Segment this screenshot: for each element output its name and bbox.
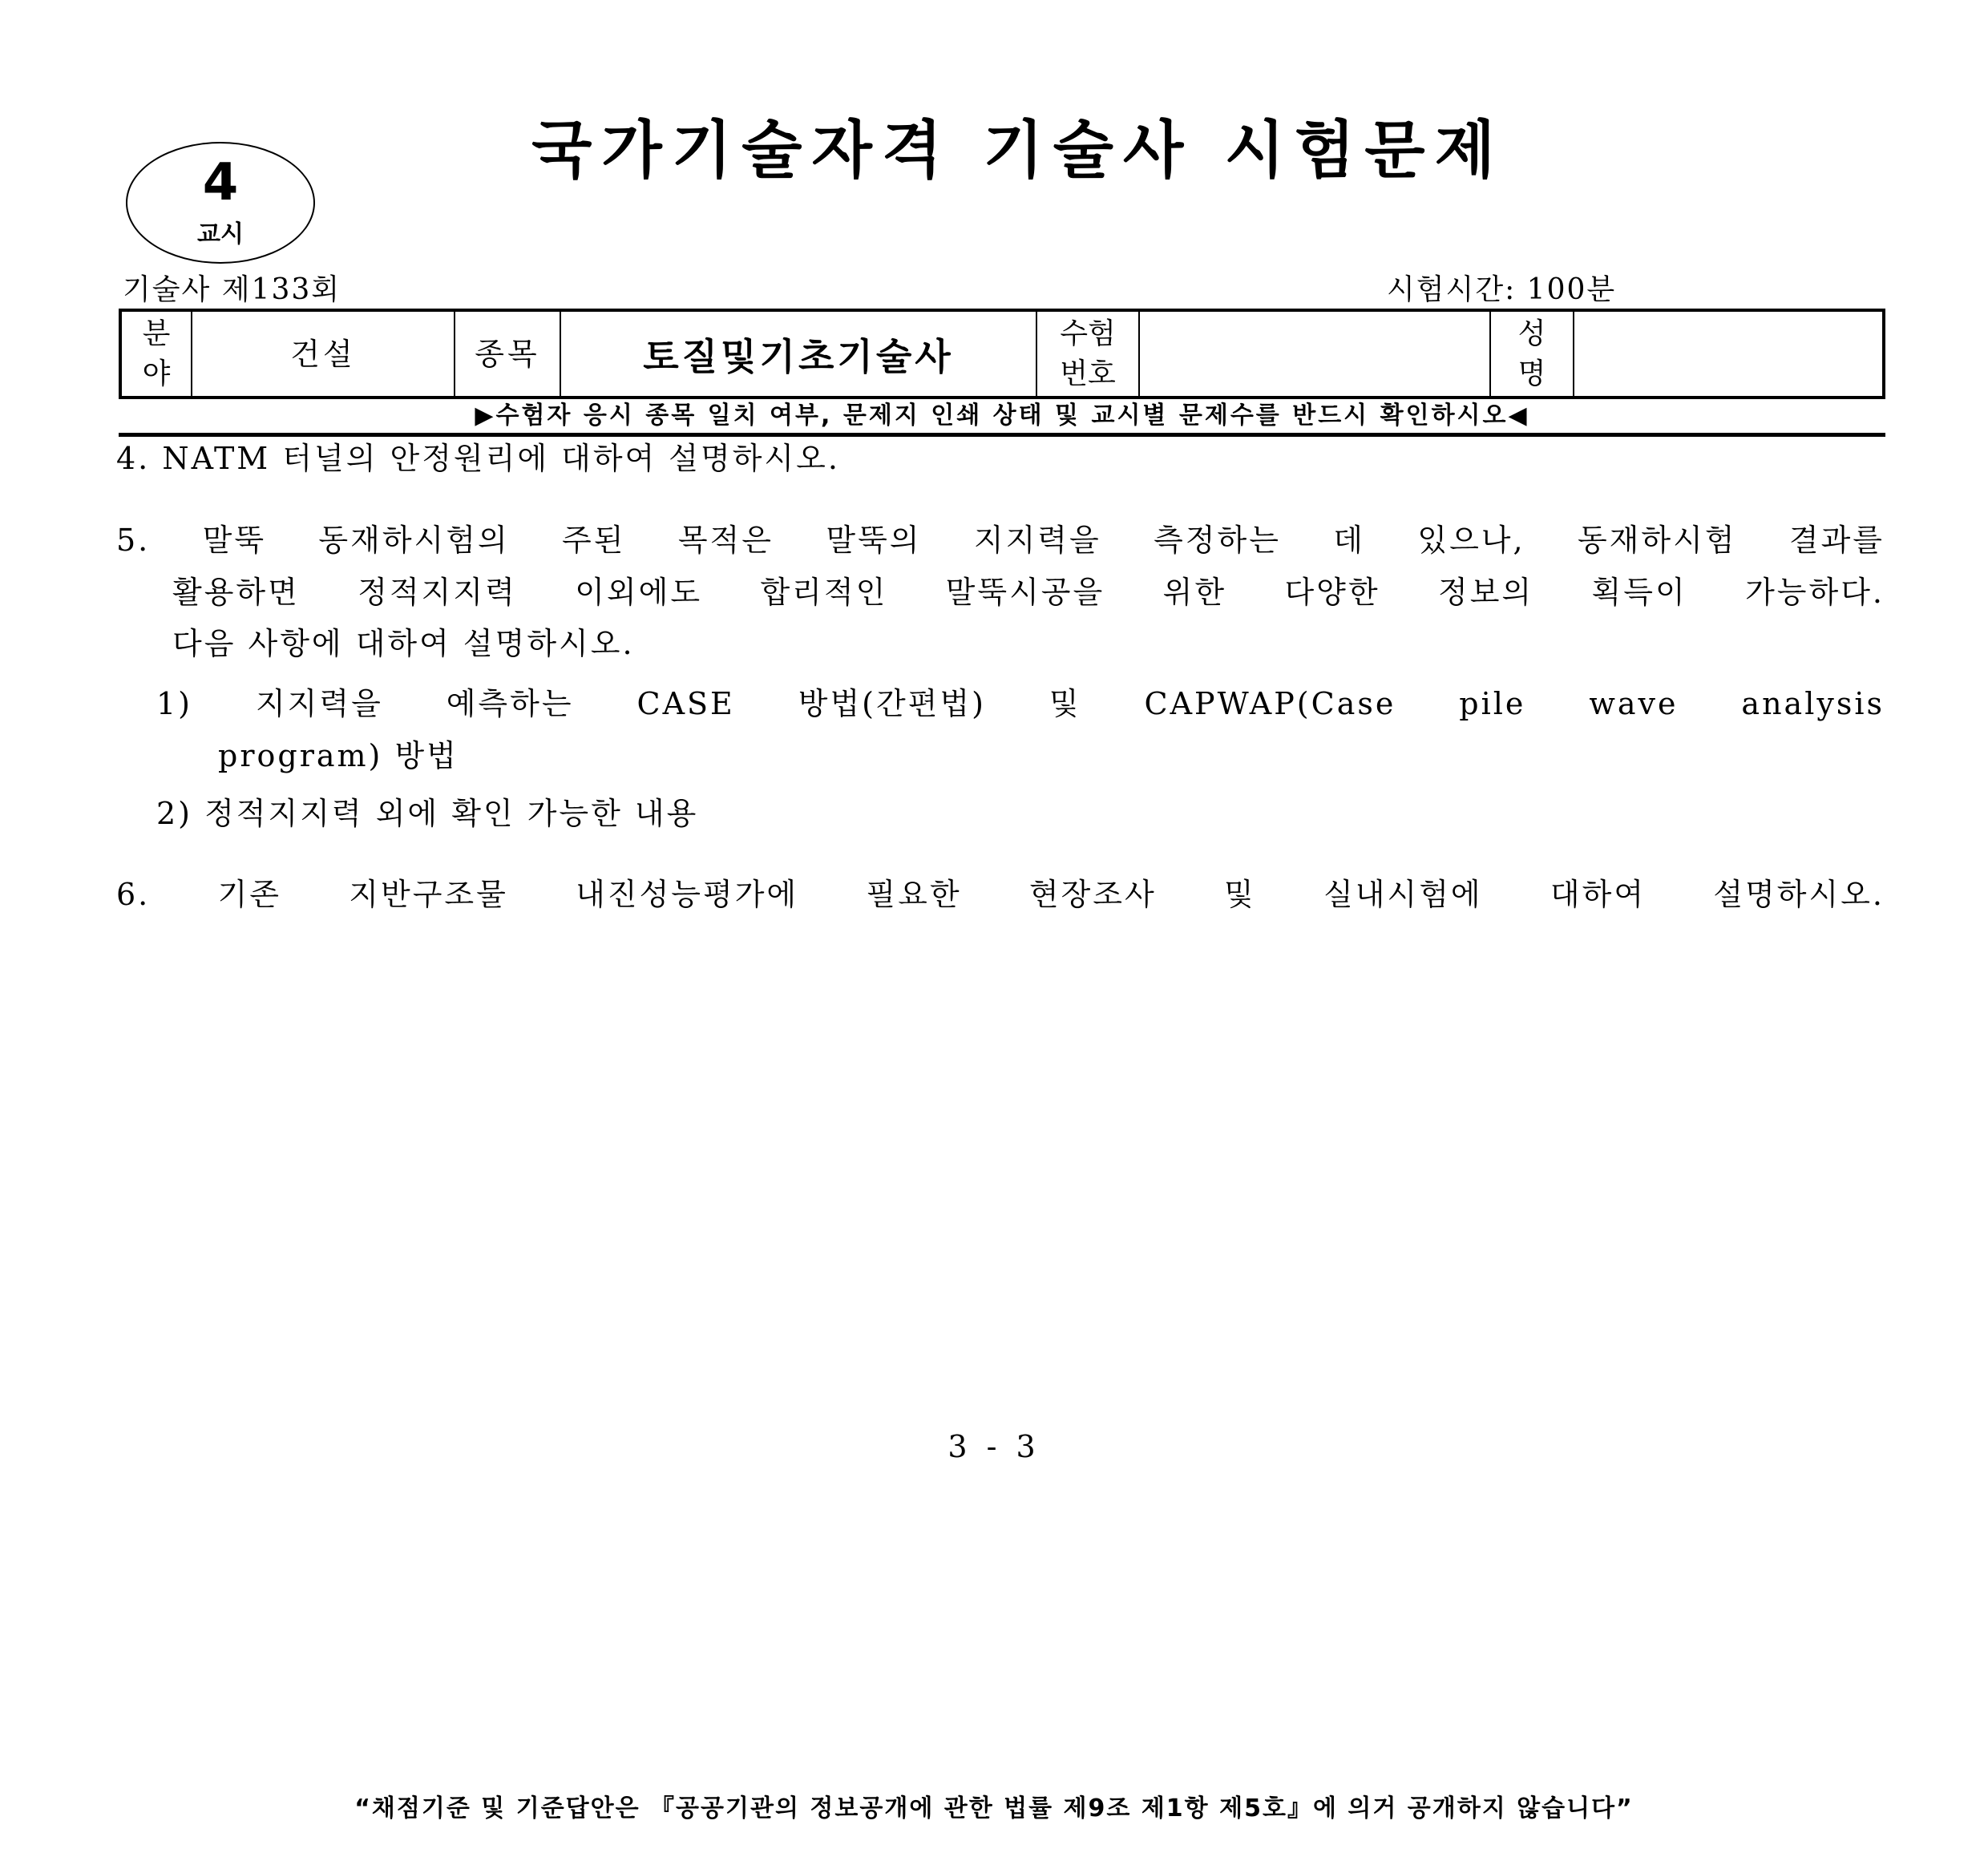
question-5-sub-1-line-2: program) 방법 bbox=[218, 738, 459, 773]
field-label-top: 분 bbox=[142, 317, 171, 350]
field-value: 건설 bbox=[290, 336, 356, 372]
field-label-cell bbox=[122, 312, 192, 396]
question-5-line-2: 활용하면 정적지지력 이외에도 합리적인 말뚝시공을 위한 다양한 정보의 획득이 가능하다. bbox=[172, 575, 1885, 610]
name-label-bottom: 명 bbox=[1517, 357, 1546, 390]
exam-number-label-top: 수험 bbox=[1060, 317, 1116, 350]
field-value-cell bbox=[192, 312, 455, 396]
name-label-top: 성 bbox=[1517, 317, 1546, 350]
question-4: 4. NATM 터널의 안정원리에 대하여 설명하시오. bbox=[116, 441, 840, 476]
question-5-line-1: 5. 말뚝 동재하시험의 주된 목적은 말뚝의 지지력을 측정하는 데 있으나, 동재하시험 결과를 bbox=[116, 523, 1885, 558]
exam-number-label-bottom: 번호 bbox=[1060, 357, 1116, 390]
footer-disclaimer: “채점기준 및 기준답안은 『공공기관의 정보공개에 관한 법률 제9조 제1항 제5호』에 의거 공개하지 않습니다” bbox=[354, 1794, 1634, 1823]
field-label-bottom: 야 bbox=[142, 357, 171, 390]
instruction-notice: ▶수험자 응시 종목 일치 여부, 문제지 인쇄 상태 및 교시별 문제수를 반드시 확인하시오◀ bbox=[475, 402, 1529, 430]
question-6: 6. 기존 지반구조물 내진성능평가에 필요한 현장조사 및 실내시험에 대하여 설명하시오. bbox=[116, 877, 1885, 912]
name-label-cell bbox=[1491, 312, 1574, 396]
type-label: 종목 bbox=[475, 336, 540, 372]
session-badge bbox=[126, 142, 315, 264]
exam-round: 기술사 제133회 bbox=[123, 273, 341, 306]
question-5-sub-2: 2) 정적지지력 외에 확인 가능한 내용 bbox=[156, 796, 699, 831]
name-field[interactable] bbox=[1574, 312, 1882, 396]
type-value-cell bbox=[561, 312, 1037, 396]
type-value: 토질및기초기술사 bbox=[643, 334, 954, 378]
exam-number-field[interactable] bbox=[1140, 312, 1491, 396]
exam-info-table bbox=[119, 309, 1885, 399]
type-label-cell bbox=[455, 312, 561, 396]
session-number: 4 bbox=[202, 153, 239, 212]
page-title: 국가기술자격 기술사 시험문제 bbox=[531, 115, 1505, 187]
session-label: 교시 bbox=[197, 220, 244, 248]
exam-number-label-cell bbox=[1037, 312, 1140, 396]
question-5-sub-1-line-1: 1) 지지력을 예측하는 CASE 방법(간편법) 및 CAPWAP(Case pile wave analysis bbox=[156, 686, 1885, 721]
exam-time: 시험시간: 100분 bbox=[1387, 273, 1617, 306]
page-number: 3 - 3 bbox=[948, 1429, 1040, 1464]
question-5-line-3: 다음 사항에 대하여 설명하시오. bbox=[172, 626, 635, 661]
